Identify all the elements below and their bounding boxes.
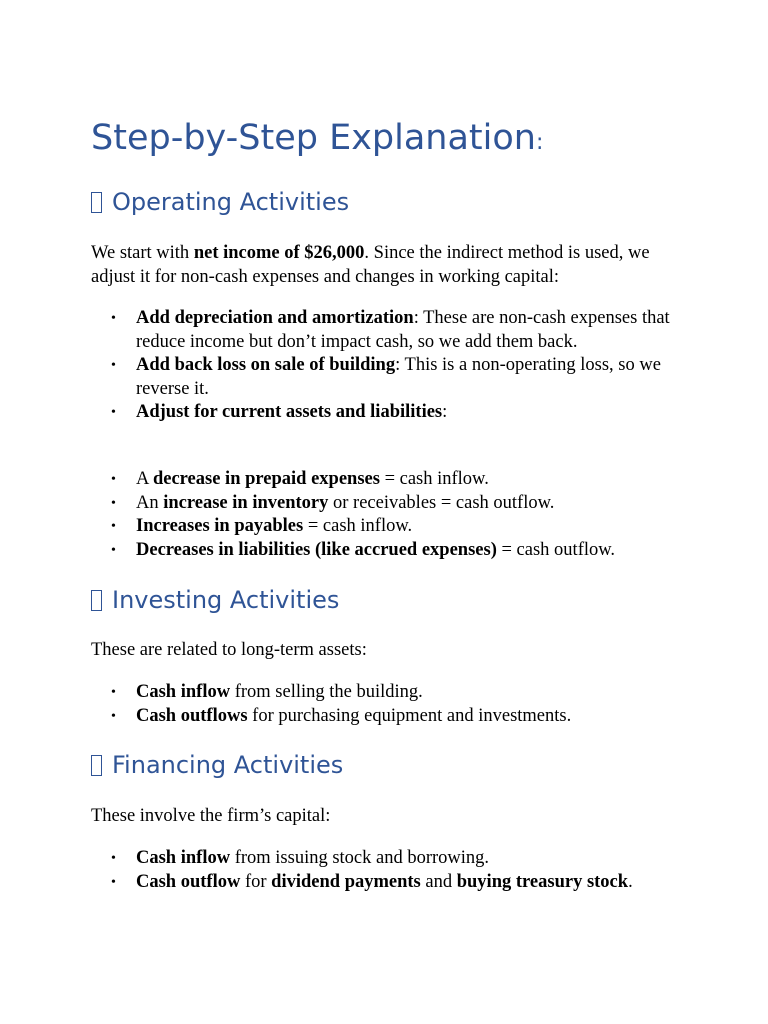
bold-text: Increases in payables xyxy=(136,516,304,537)
text-run: . xyxy=(628,871,633,892)
text-run: : This is a non-operating loss, so we reverse it. xyxy=(136,355,661,399)
text-run: and xyxy=(420,871,457,892)
text-run: from issuing stock and borrowing. xyxy=(230,848,490,868)
list-item xyxy=(91,515,681,539)
heading-operating-activities xyxy=(91,187,349,217)
investing-intro-paragraph xyxy=(91,638,681,662)
bullet-icon: • xyxy=(111,851,116,866)
text-run: = cash inflow. xyxy=(379,469,489,489)
list-item xyxy=(91,705,681,729)
bold-text: buying treasury stock xyxy=(456,871,629,892)
bullet-icon: • xyxy=(111,708,116,724)
list-item xyxy=(91,307,681,354)
text-run: . Since the indirect method is used, we adjust it for non-cash expenses and changes in working capital: xyxy=(91,243,650,287)
bold-text: Add depreciation and amortization xyxy=(136,308,414,328)
bullet-icon: • xyxy=(111,472,116,487)
operating-adjustments-list xyxy=(91,307,691,425)
list-item xyxy=(91,492,681,516)
bold-text: Adjust for current assets and liabilities xyxy=(136,402,443,423)
bold-text: dividend payments xyxy=(271,871,421,892)
investing-activities-list xyxy=(91,681,691,728)
document-title-colon: : xyxy=(535,130,544,155)
bullet-icon: • xyxy=(111,874,116,890)
text-run: : These are non-cash expenses that reduce income but don’t impact cash, so we add them back. xyxy=(136,308,670,352)
document-title-text: Step-by-Step Explanation xyxy=(91,118,536,158)
bold-text: net income of $26,000 xyxy=(193,243,365,263)
bullet-icon: • xyxy=(111,685,116,700)
document-title xyxy=(91,116,543,165)
heading-financing-activities xyxy=(91,750,343,780)
bullet-icon: • xyxy=(111,519,116,535)
text-run: or receivables = cash outflow. xyxy=(328,492,555,513)
heading-investing-activities xyxy=(91,585,339,615)
list-item xyxy=(91,354,681,401)
bold-text: Cash outflow xyxy=(136,871,241,892)
text-run: for purchasing equipment and investments. xyxy=(247,705,572,726)
missing-glyph-icon xyxy=(91,590,102,611)
list-item xyxy=(91,468,681,492)
bold-text: Cash inflow xyxy=(136,682,231,702)
operating-intro-paragraph xyxy=(91,241,681,289)
financing-activities-list xyxy=(91,847,691,894)
heading-investing-activities-text: Investing Activities xyxy=(112,586,340,614)
working-capital-changes-list xyxy=(91,468,691,562)
list-item xyxy=(91,681,681,705)
missing-glyph-icon xyxy=(91,192,102,213)
list-item xyxy=(91,847,681,871)
bold-text: decrease in prepaid expenses xyxy=(152,469,380,489)
list-item xyxy=(91,539,681,563)
text-run: = cash inflow. xyxy=(303,516,413,537)
text-run: = cash outflow. xyxy=(496,539,616,560)
heading-operating-activities-text: Operating Activities xyxy=(112,188,350,216)
text-run: We start with xyxy=(91,243,194,263)
bold-text: Cash outflows xyxy=(136,705,248,726)
missing-glyph-icon xyxy=(91,755,102,776)
text-run: from selling the building. xyxy=(230,682,423,702)
bold-text: Add back loss on sale of building xyxy=(136,355,396,376)
bold-text: increase in inventory xyxy=(163,492,329,513)
bullet-icon: • xyxy=(111,542,116,558)
text-run: These involve the firm’s capital: xyxy=(91,806,331,826)
heading-financing-activities-text: Financing Activities xyxy=(112,751,344,779)
bold-text: Decreases in liabilities (like accrued expenses) xyxy=(136,539,497,560)
list-item xyxy=(91,871,681,895)
list-item xyxy=(91,401,681,425)
text-run: An xyxy=(136,492,164,513)
bullet-icon: • xyxy=(111,358,116,374)
bullet-icon: • xyxy=(111,405,116,421)
text-run: A xyxy=(136,469,153,489)
text-run: : xyxy=(442,402,448,423)
bullet-icon: • xyxy=(111,495,116,511)
text-run: These are related to long-term assets: xyxy=(91,640,367,660)
text-run: for xyxy=(240,871,272,892)
bold-text: Cash inflow xyxy=(136,848,231,868)
financing-intro-paragraph xyxy=(91,804,681,828)
bullet-icon: • xyxy=(111,311,116,326)
